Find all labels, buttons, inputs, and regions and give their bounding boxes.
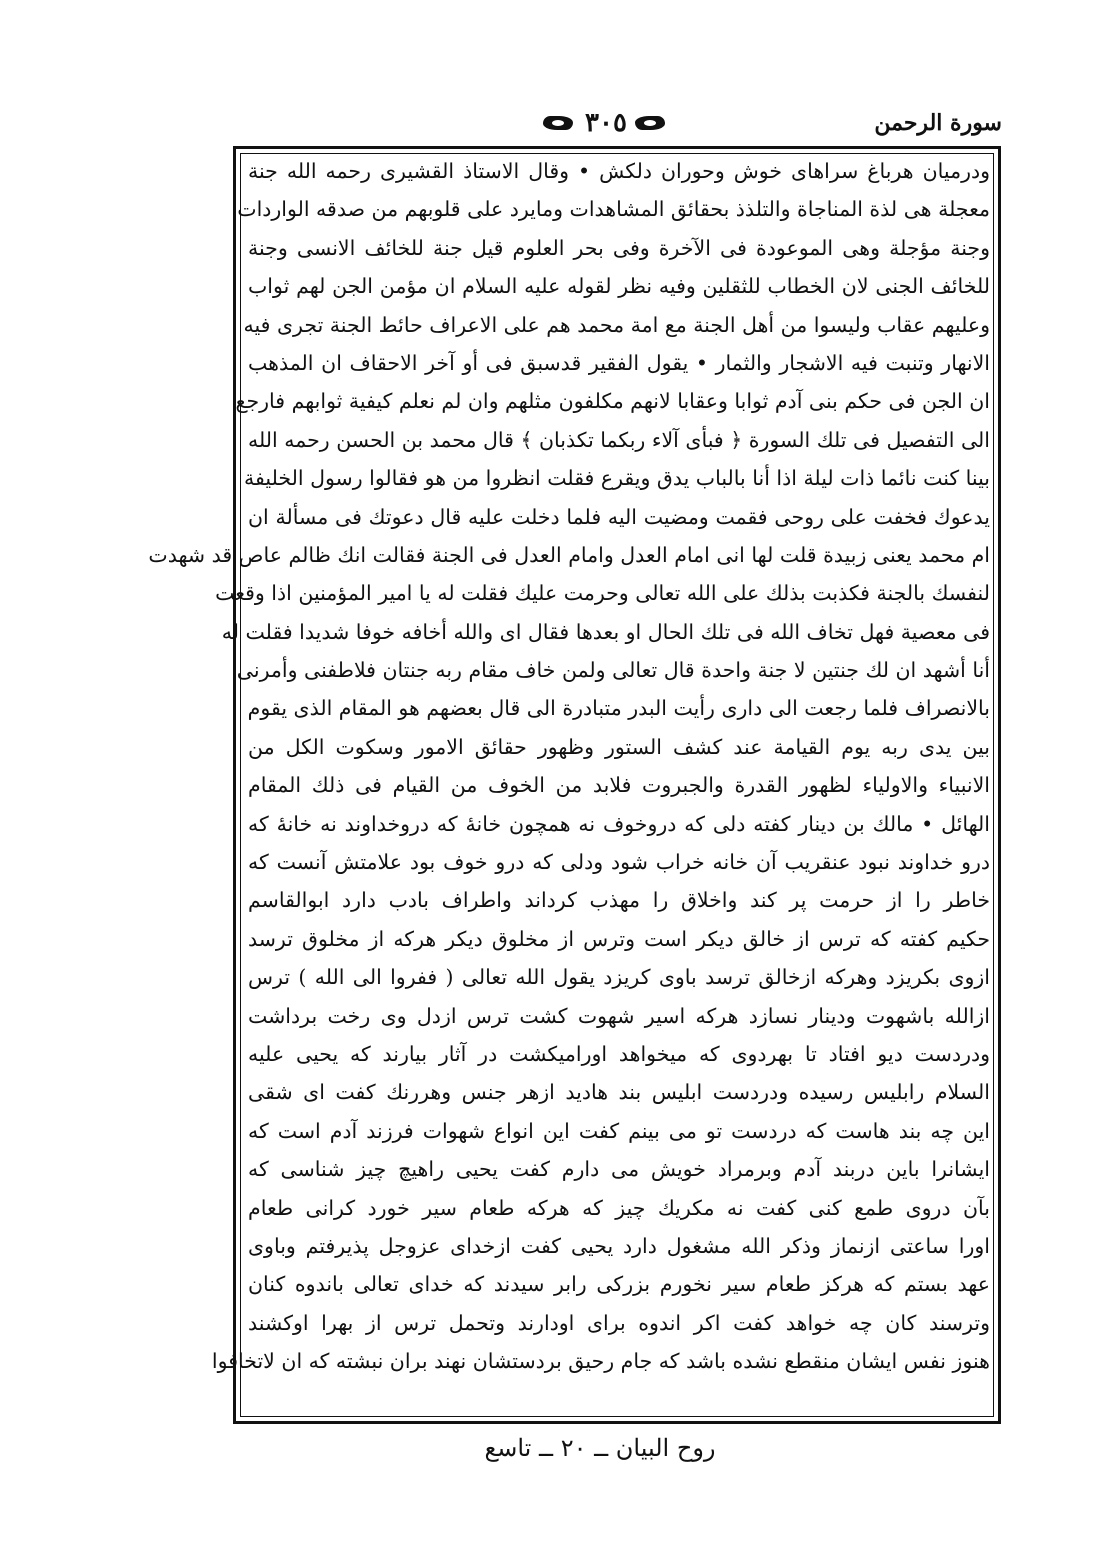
text-line: ازوى بكريزد وهركه ازخالق ترسد باوى كريزد يقول الله تعالى ( ففروا الى الله ) ترس: [248, 965, 990, 990]
text-line: السلام رابليس رسيده ودردست ابليس بند هاديد ازهر جنس وهررنك كفت اى شقى: [248, 1080, 990, 1105]
text-line: اورا ساعتى ازنماز وذكر الله مشغول دارد يحيى كفت ازخداى عزوجل پذيرفتم وباوى: [248, 1233, 990, 1258]
page-number-ornament: [536, 106, 676, 140]
text-line: حكيم كفته كه ترس از خالق ديكر است وترس از مخلوق ديكر هركه از مخلوق ترسد: [248, 926, 990, 951]
text-line: وجنة مؤجلة وهى الموعودة فى الآخرة وفى بحر العلوم قيل جنة للخائف الانسى وجنة: [248, 235, 990, 260]
page-number: ٣٠٥: [585, 108, 627, 138]
page-footer: روح البيان ــ ٢٠ ــ تاسع: [484, 1434, 716, 1462]
text-line: ان الجن فى حكم بنى آدم ثوابا وعقابا لانهم مكلفون مثلهم وان لم نعلم كيفية ثوابهم فارجع: [235, 389, 990, 414]
text-line: ودرميان هرباغ سراهاى خوش وحوران دلكش • وقال الاستاذ القشيرى رحمه الله جنة: [248, 159, 990, 183]
surah-title: سورة الرحمن: [874, 110, 1002, 136]
text-line: للخائف الجنى لان الخطاب للثقلين وفيه نظر لقوله عليه السلام ان مؤمن الجن لهم ثواب: [248, 274, 990, 299]
text-line: الهائل • مالك بن دينار كفته دلى كه دروخوف نه همچون خانهٔ كه دروخداوند نه خانهٔ كه: [248, 811, 990, 836]
text-line: الى التفصيل فى تلك السورة ﴿ فبأى آلاء ربكما تكذبان ﴾ قال محمد بن الحسن رحمه الله: [248, 427, 990, 452]
text-line: الانبياء والاولياء لظهور القدرة والجبروت فلابد من الخوف من القيام فى ذلك المقام: [248, 773, 990, 798]
text-line: بين يدى ربه يوم القيامة عند كشف الستور وظهور حقائق الامور وسكوت الكل من: [248, 734, 990, 759]
text-line: بينا كنت نائما ذات ليلة اذا أنا بالباب يدق ويقرع فقلت انظروا من هو فقالوا رسول الخليفة: [244, 466, 990, 491]
text-line: بالانصراف فلما رجعت الى دارى رأيت البدر متبادرة الى قال بعضهم هو المقام الذى يقوم: [247, 696, 990, 721]
text-line: بآن دروى طمع كنى كفت نه مكريك چيز كه هركه طعام سير خورد كرانى طعام: [248, 1195, 990, 1220]
body-text: [148, 152, 990, 1381]
text-line: درو خداوند نبود عنقريب آن خانه خراب شود ودلى كه درو خوف بود علامتش آنست كه: [248, 850, 990, 875]
text-line: لنفسك بالجنة فكذبت بذلك على الله تعالى وحرمت عليك فقلت له يا امير المؤمنين اذا وقعت: [215, 581, 990, 606]
ornament-right-icon: [543, 114, 577, 132]
text-line: عهد بستم كه هركز طعام سير نخورم بزركى رابر سيدند كه خداى تعالى باندوه كنان: [248, 1272, 990, 1297]
text-line: ام محمد يعنى زبيدة قلت لها انى امام العدل وامام العدل فى الجنة فقالت انك ظالم عاص قد شهدت: [148, 542, 990, 567]
text-line: وعليهم عقاب وليسوا من أهل الجنة مع امة محمد هم على الاعراف حائط الجنة تجرى فيه: [243, 312, 990, 337]
text-line: معجلة هى لذة المناجاة والتلذذ بحقائق المشاهدات ومايرد على قلوبهم من صدقه الواردات: [237, 197, 990, 222]
text-line: ازالله باشهوت ودينار نسازد هركه اسير شهوت كشت ترس ازدل وى رخت برداشت: [248, 1003, 990, 1028]
text-line: اين چه بند هاست كه دردست تو مى بينم كفت اين انواع شهوات فرزند آدم است كه: [248, 1118, 990, 1143]
text-line: الانهار وتنبت فيه الاشجار والثمار • يقول الفقير قدسبق فى أو آخر الاحقاف ان المذهب: [248, 350, 990, 375]
text-line: خاطر را از حرمت پر كند واخلاق را مهذب كرداند واطراف بادب دارد ابوالقاسم: [248, 888, 990, 913]
text-line: أنا أشهد ان لك جنتين لا جنة واحدة قال تعالى ولمن خاف مقام ربه جنتان فلاطفنى وأمرنى: [236, 658, 990, 683]
text-line: فى معصية فهل تخاف الله فى تلك الحال او بعدها فقال اى والله أخافه خوفا شديدا فقلت له: [221, 619, 990, 644]
text-line: ايشانرا باين دربند آدم وبرمراد خويش مى دارم كفت يحيى راهيچ چيز شناسى كه: [248, 1157, 990, 1182]
ornament-left-icon: [635, 114, 669, 132]
page-header: [236, 104, 1002, 148]
text-line: ودردست ديو افتاد تا بهردوى كه ميخواهد اوراميكشت در آثار بيارند كه يحيى عليه: [248, 1041, 990, 1066]
text-line: هنوز نفس ايشان منقطع نشده باشد كه جام رحيق بردستشان نهند بران نبشته كه ان لاتخافوا: [211, 1349, 990, 1374]
text-line: يدعوك فخفت على روحى فقمت ومضيت اليه فلما دخلت عليه قال دعوتك فى مسألة ان: [248, 504, 990, 529]
text-line: وترسند كان چه خواهد كفت اكر اندوه براى اودارند وتحمل ترس از بهرا اوكشند: [248, 1310, 990, 1335]
